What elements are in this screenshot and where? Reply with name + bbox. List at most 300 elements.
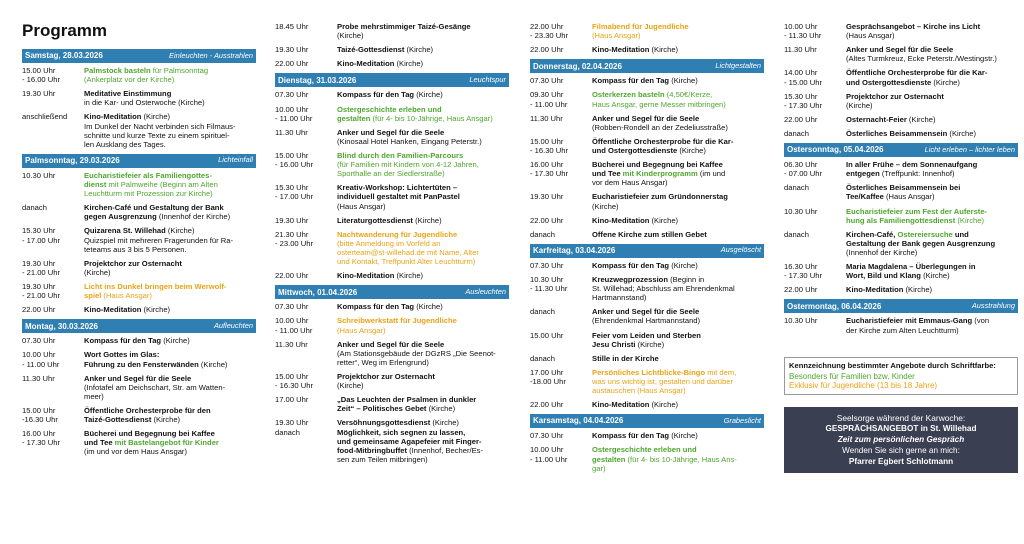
event-title-line bbox=[592, 368, 764, 377]
day-theme: Ausgelöscht bbox=[720, 245, 761, 255]
event-title: Österliches Beisammensein bei Tee/Kaffee bbox=[846, 183, 961, 202]
event-row bbox=[784, 316, 1018, 334]
event-body bbox=[84, 112, 256, 148]
event-time: 15.30 Uhr - 17.00 Uhr bbox=[275, 183, 313, 202]
event-row bbox=[22, 66, 256, 84]
event-title-line bbox=[846, 207, 1018, 225]
event-body bbox=[846, 22, 1018, 40]
event-title: Anker und Segel für die Seele bbox=[337, 127, 445, 137]
event-note-inline: (Kirche) bbox=[649, 45, 679, 55]
event-note-inline: (Kirche) bbox=[947, 128, 977, 138]
event-title-line bbox=[337, 271, 509, 280]
event-time: 22.00 Uhr bbox=[530, 45, 564, 55]
event-time: danach bbox=[784, 183, 809, 193]
event-body bbox=[846, 230, 1018, 257]
event-row bbox=[22, 259, 256, 277]
event-time: 15.30 Uhr - 17.00 Uhr bbox=[22, 226, 60, 245]
legend-families: Besonders für Familien bzw. Kinder bbox=[789, 371, 915, 381]
event-title-line bbox=[846, 45, 1018, 54]
event-note-inline: (Beginn in bbox=[667, 274, 705, 284]
event-title: Eucharistiefeier zum Fest der Auferste- hung als Familiengottesdienst bbox=[846, 206, 988, 225]
event-row bbox=[275, 45, 509, 54]
event-note: (Kirche) bbox=[84, 267, 111, 277]
event-note-inline: (Kirche) bbox=[414, 302, 443, 312]
event-title: Kino-Meditation bbox=[592, 400, 650, 410]
event-title: Versöhnungsgottesdienst bbox=[337, 418, 431, 428]
event-title-line bbox=[592, 331, 764, 349]
event-time: 09.30 Uhr - 11.00 Uhr bbox=[530, 90, 568, 109]
event-body bbox=[592, 445, 764, 472]
event-note: (für Familien mit Kindern von 4-12 Jahren, Sporthalle an der Siedlerstraße) bbox=[337, 160, 479, 179]
event-row bbox=[22, 305, 256, 314]
event-row bbox=[22, 350, 256, 368]
event-title: Projektchor zur Osternacht bbox=[337, 371, 435, 381]
event-note-inline: (Kirche) bbox=[920, 271, 950, 281]
event-title-line bbox=[592, 90, 764, 99]
event-time: 18.45 Uhr bbox=[275, 22, 309, 31]
event-title: Öffentliche Orchesterprobe für die Kar- und Ostergottesdienste bbox=[592, 136, 734, 155]
event-note-inline: (Kirche) bbox=[677, 145, 706, 155]
event-title: Kino-Meditation bbox=[846, 285, 904, 295]
event-title-line bbox=[592, 261, 764, 270]
event-title: „Das Leuchten der Psalmen in dunkler Zeit“ – Politisches Gebet bbox=[337, 395, 477, 414]
event-title-line bbox=[337, 302, 509, 311]
day-date: Montag, 30.03.2026 bbox=[25, 321, 98, 331]
event-note-inline: (Kirche) bbox=[669, 260, 698, 270]
event-title-line bbox=[846, 183, 1018, 201]
event-title-line bbox=[592, 192, 764, 201]
event-title: Literaturgottesdienst bbox=[337, 215, 413, 225]
day-theme: Ausleuchten bbox=[465, 286, 506, 296]
event-row bbox=[784, 262, 1018, 280]
event-note: (Haus Ansgar) bbox=[337, 325, 386, 335]
event-row bbox=[784, 207, 1018, 225]
box-line-5: Pfarrer Egbert Schlotmann bbox=[848, 456, 954, 466]
event-note: (Kirche) bbox=[846, 100, 873, 110]
day-date: Karsamstag, 04.04.2026 bbox=[533, 416, 624, 426]
event-body bbox=[846, 285, 1018, 294]
event-title-line bbox=[84, 226, 256, 235]
event-note-inline: (Kirche) bbox=[141, 112, 171, 122]
event-body bbox=[337, 151, 509, 178]
event-row bbox=[275, 316, 509, 334]
legend-youth: Exklusiv für Jugendliche (13 bis 18 Jahre) bbox=[789, 381, 938, 391]
event-time: 22.00 Uhr bbox=[784, 285, 818, 295]
event-title: Filmabend für Jugendliche bbox=[592, 22, 689, 31]
event-note-inline: (Kirche) bbox=[906, 114, 936, 124]
event-time: 19.30 Uhr bbox=[530, 192, 564, 202]
event-row bbox=[275, 340, 509, 367]
event-family-highlight: mit Bastelangebot für Kinder bbox=[112, 438, 219, 448]
event-title: Ostergeschichte erleben und gestalten bbox=[592, 445, 697, 464]
event-row bbox=[530, 261, 764, 270]
event-title-line bbox=[84, 203, 256, 221]
event-note: (Innenhof der Kirche) bbox=[846, 247, 918, 257]
event-time: 22.00 Uhr - 23.30 Uhr bbox=[530, 22, 568, 41]
event-note: was uns wichtig ist, gestalten und darüber austauschen (Haus Ansgar) bbox=[592, 376, 733, 396]
event-title: Kino-Meditation bbox=[592, 215, 650, 225]
event-title: Eucharistiefeier zum Gründonnerstag bbox=[592, 192, 728, 202]
event-note: (Kirche) bbox=[592, 201, 619, 211]
day-theme: Lichtgestalten bbox=[715, 60, 761, 70]
event-note-inline: (Kirche) bbox=[151, 415, 181, 425]
event-title-line bbox=[592, 400, 764, 409]
event-title-line bbox=[337, 90, 509, 99]
event-title-line bbox=[592, 431, 764, 440]
event-note-inline: (Kirche) bbox=[198, 359, 228, 369]
event-body bbox=[84, 429, 256, 456]
event-time: 16.00 Uhr - 17.30 Uhr bbox=[530, 160, 568, 179]
event-time: 16.30 Uhr - 17.30 Uhr bbox=[784, 262, 822, 281]
event-note: (Haus Ansgar) bbox=[337, 201, 386, 211]
legend-heading: Kennzeichnung bestimmter Angebote durch Schriftfarbe: bbox=[789, 360, 996, 370]
event-time: anschließend bbox=[22, 112, 68, 122]
event-body bbox=[592, 76, 764, 85]
event-body bbox=[84, 89, 256, 107]
event-title-line bbox=[592, 230, 764, 239]
event-row bbox=[530, 22, 764, 40]
event-title-line bbox=[592, 445, 764, 463]
event-title-line bbox=[846, 22, 1018, 31]
event-row bbox=[275, 230, 509, 266]
day-date: Mittwoch, 01.04.2026 bbox=[278, 287, 358, 297]
event-body bbox=[592, 160, 764, 187]
event-title: Kompass für den Tag bbox=[592, 431, 670, 441]
event-title: Kompass für den Tag bbox=[337, 90, 415, 100]
event-time: 19.30 Uhr bbox=[275, 215, 309, 225]
event-row bbox=[22, 429, 256, 456]
event-note: St. Willehad; Abschluss am Ehrendenkmal Hartmannstand) bbox=[592, 284, 735, 303]
event-title-line bbox=[846, 129, 1018, 138]
event-row bbox=[22, 282, 256, 300]
event-note: (Innenhof, Becher/Es- sen zum Teilen mitbringen) bbox=[337, 445, 483, 464]
event-note: (Infotafel am Deichschart, Str. am Watten- meer) bbox=[84, 382, 226, 401]
event-title: Eucharistiefeier mit Emmaus-Gang bbox=[846, 316, 973, 326]
event-note-inline: (Kirche) bbox=[649, 400, 679, 410]
event-time: 10.30 Uhr bbox=[22, 170, 56, 180]
page-title: Programm bbox=[22, 21, 108, 40]
event-row bbox=[530, 192, 764, 210]
day-date: Ostermontag, 06.04.2026 bbox=[787, 301, 882, 311]
event-note: (Kinosaal Hotel Hanken, Eingang Peterstr.) bbox=[337, 136, 482, 146]
event-time: danach bbox=[530, 353, 555, 363]
event-time: 07.30 Uhr bbox=[22, 336, 56, 346]
event-time: 15.00 Uhr - 16.30 Uhr bbox=[275, 371, 313, 391]
day-theme: Licht erleben – lichter leben bbox=[924, 144, 1015, 154]
event-body bbox=[84, 406, 256, 424]
event-title: Eucharistiefeier als Familiengottes- dienst bbox=[84, 170, 212, 189]
event-title: Anker und Segel für die Seele bbox=[337, 339, 445, 349]
event-title-second bbox=[337, 428, 509, 464]
event-row bbox=[784, 129, 1018, 138]
event-time: 19.30 Uhr - 21.00 Uhr bbox=[22, 258, 60, 277]
event-family-highlight: mit Kinderprogramm bbox=[620, 169, 698, 179]
event-row bbox=[275, 22, 509, 40]
event-time: 06.30 Uhr - 07.00 Uhr bbox=[784, 160, 822, 179]
event-body bbox=[84, 350, 256, 368]
day-header bbox=[530, 59, 764, 73]
event-time: 22.00 Uhr bbox=[275, 271, 309, 281]
day-header bbox=[22, 49, 256, 63]
event-body bbox=[592, 354, 764, 363]
event-title-line bbox=[592, 275, 764, 284]
day-header bbox=[22, 319, 256, 333]
event-title: Gesprächsangebot – Kirche ins Licht bbox=[846, 22, 981, 31]
event-title: Blind durch den Familien-Parcours bbox=[337, 150, 464, 160]
event-note-inline: (für 4- bis 10-Jährige, Haus Ansgar) bbox=[370, 113, 493, 123]
event-title: Feier vom Leiden und Sterben Jesu Christi bbox=[592, 330, 701, 349]
event-body bbox=[592, 368, 764, 395]
event-note: (im und vor dem Haus Ansgar) bbox=[84, 447, 187, 457]
event-title: Kirchen-Café und Gestaltung der Bank gegen Ausgrenzung bbox=[84, 203, 224, 222]
event-note-inline: (Kirche) bbox=[669, 76, 698, 86]
event-body bbox=[592, 261, 764, 270]
event-body bbox=[337, 128, 509, 146]
event-row bbox=[22, 89, 256, 107]
event-row bbox=[275, 90, 509, 99]
event-title-rest: und Gestaltung der Bank gegen Ausgrenzung bbox=[846, 229, 996, 248]
event-note-inline: (von bbox=[972, 316, 990, 326]
event-body bbox=[846, 183, 1018, 201]
event-title: Palmstock basteln bbox=[84, 66, 151, 75]
event-title-line bbox=[846, 115, 1018, 124]
event-title: Bücherei und Begegnung bei Kaffee und Tee bbox=[84, 429, 215, 448]
event-body bbox=[592, 192, 764, 210]
event-note: der Kirche zum Alten Leuchtturm) bbox=[846, 325, 959, 335]
event-row bbox=[784, 285, 1018, 294]
event-title-line bbox=[337, 183, 509, 201]
event-title: Kino-Meditation bbox=[84, 305, 142, 315]
event-note-inline: (Treffpunkt: Innenhof) bbox=[879, 169, 955, 179]
event-row bbox=[784, 22, 1018, 40]
event-title-line bbox=[84, 259, 256, 268]
event-note-inline: (Kirche) bbox=[414, 90, 443, 100]
day-header bbox=[22, 154, 256, 168]
event-row bbox=[275, 395, 509, 413]
event-time: 07.30 Uhr bbox=[530, 260, 564, 270]
event-title: Persönliches Lichtblicke-Bingo bbox=[592, 367, 706, 377]
day-header bbox=[275, 285, 509, 299]
event-note: Haus Ansgar, gerne Messer mitbringen) bbox=[592, 99, 726, 109]
event-title: Österliches Beisammensein bbox=[846, 128, 948, 138]
event-row bbox=[275, 216, 509, 225]
day-theme: Lichteinfall bbox=[218, 155, 253, 165]
event-time: 10.00 Uhr - 11.00 Uhr bbox=[530, 445, 568, 464]
event-title: Kreuzwegprozession bbox=[592, 274, 668, 284]
event-title: Wort Gottes im Glas: Führung zu den Fensterwänden bbox=[84, 350, 199, 369]
column-3 bbox=[530, 22, 764, 478]
event-title: Nachtwanderung für Jugendliche bbox=[337, 229, 458, 239]
event-title: Maria Magdalena – Überlegungen in Wort, Bild und Klang bbox=[846, 262, 976, 281]
event-row bbox=[530, 354, 764, 363]
event-row bbox=[784, 160, 1018, 178]
event-body bbox=[337, 105, 509, 123]
event-time: 15.00 Uhr - 16.00 Uhr bbox=[275, 150, 313, 170]
event-time: 10.00 Uhr - 11.30 Uhr bbox=[784, 22, 822, 41]
event-row bbox=[275, 59, 509, 68]
event-note-inline: (Kirche) bbox=[394, 59, 424, 69]
event-row bbox=[530, 114, 764, 132]
event-note-inline: (Kirche) bbox=[635, 339, 665, 349]
event-title-line bbox=[592, 22, 764, 31]
event-title: Kompass für den Tag bbox=[592, 76, 670, 86]
box-line-4: Wenden Sie sich gerne an mich: bbox=[842, 445, 960, 455]
event-time: 11.30 Uhr bbox=[275, 339, 308, 349]
event-row bbox=[275, 151, 509, 178]
event-title-line bbox=[337, 128, 509, 137]
event-note-inline: für Palmsonntag bbox=[150, 66, 209, 75]
event-row bbox=[22, 336, 256, 345]
event-title-line bbox=[84, 336, 256, 345]
event-title-line bbox=[337, 22, 509, 31]
event-note: in die Kar- und Osterwoche (Kirche) bbox=[84, 98, 205, 108]
event-body bbox=[592, 22, 764, 40]
event-title-line bbox=[592, 76, 764, 85]
box-line-2: GESPRÄCHSANGEBOT in St. Willehad bbox=[825, 424, 977, 434]
day-date: Karfreitag, 03.04.2026 bbox=[533, 246, 616, 256]
event-title-line bbox=[337, 340, 509, 349]
event-row bbox=[275, 183, 509, 210]
event-time: 17.00 Uhr bbox=[275, 395, 309, 405]
event-row bbox=[530, 307, 764, 325]
event-note-inline: (Kirche) bbox=[412, 215, 442, 225]
event-body bbox=[84, 171, 256, 198]
event-time: 07.30 Uhr bbox=[530, 431, 564, 441]
event-body bbox=[592, 307, 764, 325]
event-time: 10.00 Uhr - 11.00 Uhr bbox=[22, 350, 60, 369]
event-row bbox=[784, 115, 1018, 124]
event-row bbox=[530, 45, 764, 54]
event-title-line bbox=[846, 92, 1018, 101]
event-time: 22.00 Uhr bbox=[784, 114, 818, 124]
event-body bbox=[337, 271, 509, 280]
day-date: Ostersonntag, 05.04.2026 bbox=[787, 145, 884, 155]
event-title-line bbox=[84, 429, 256, 447]
event-row bbox=[275, 418, 509, 464]
day-theme: Grabeslicht bbox=[723, 415, 761, 425]
event-note: (Am Stationsgebäude der DGzRS „Die Seenot- retter“, Weg im Erlengrund) bbox=[337, 348, 496, 367]
event-time: 19.30 Uhr danach bbox=[275, 418, 309, 437]
event-body bbox=[592, 400, 764, 409]
event-note-inline: (im und bbox=[697, 169, 726, 179]
day-header bbox=[530, 244, 764, 258]
event-time: danach bbox=[530, 229, 555, 239]
event-title-line bbox=[592, 137, 764, 155]
color-legend bbox=[784, 357, 1018, 395]
event-title: Anker und Segel für die Seele bbox=[592, 113, 700, 123]
event-title: Anker und Segel für die Seele bbox=[846, 45, 954, 55]
event-note-inline: (Kirche) bbox=[404, 45, 434, 55]
event-note-inline: (Kirche) bbox=[141, 305, 171, 315]
event-note: Im Dunkel der Nacht verbinden sich Filmaus- schnitte und kurze Texte zu einem spirituel- len Ausklang des Tages. bbox=[84, 121, 236, 149]
event-body bbox=[337, 302, 509, 311]
event-title: Ostergeschichte erleben und gestalten bbox=[337, 104, 442, 123]
event-time: 19.30 Uhr - 21.00 Uhr bbox=[22, 281, 60, 301]
event-title-line bbox=[337, 230, 509, 239]
event-title: Stille in der Kirche bbox=[592, 353, 659, 363]
event-time: 07.30 Uhr bbox=[275, 302, 309, 312]
event-time: 21.30 Uhr - 23.00 Uhr bbox=[275, 229, 313, 248]
event-body bbox=[337, 316, 509, 334]
event-time: 11.30 Uhr bbox=[275, 127, 308, 137]
event-body bbox=[846, 45, 1018, 63]
event-note: (Haus Ansgar) bbox=[846, 31, 895, 41]
event-title-line bbox=[337, 216, 509, 225]
event-time: 10.00 Uhr - 11.00 Uhr bbox=[275, 104, 313, 123]
event-note-inline: (Haus Ansgar) bbox=[883, 192, 935, 202]
event-note-inline: (4,50€/Kerze, bbox=[664, 90, 713, 100]
event-row bbox=[22, 203, 256, 221]
event-title: Kompass für den Tag bbox=[84, 336, 162, 346]
event-time: 11.30 Uhr bbox=[22, 373, 55, 383]
event-title: Projektchor zur Osternacht bbox=[846, 91, 944, 101]
event-note: (Haus Ansgar) bbox=[592, 31, 641, 41]
event-title-line bbox=[337, 418, 509, 427]
event-row bbox=[530, 431, 764, 440]
event-title: Anker und Segel für die Seele bbox=[84, 373, 192, 383]
event-time: 10.30 Uhr bbox=[784, 316, 818, 326]
day-date: Samstag, 28.03.2026 bbox=[25, 51, 103, 61]
event-time: danach bbox=[530, 307, 555, 317]
event-row bbox=[275, 372, 509, 390]
column-2 bbox=[275, 22, 509, 469]
event-note: vor dem Haus Ansgar) bbox=[592, 178, 668, 188]
column-4 bbox=[784, 22, 1018, 473]
event-body bbox=[592, 275, 764, 302]
event-title: Bücherei und Begegnung bei Kaffee und Tee bbox=[592, 160, 723, 179]
event-body bbox=[592, 216, 764, 225]
event-row bbox=[784, 92, 1018, 110]
event-row bbox=[784, 183, 1018, 201]
event-title-line bbox=[846, 316, 1018, 325]
event-body bbox=[337, 230, 509, 266]
event-row bbox=[530, 90, 764, 108]
event-body bbox=[84, 374, 256, 401]
day-theme: Ausstrahlung bbox=[971, 300, 1015, 310]
event-time: 19.30 Uhr bbox=[275, 45, 309, 55]
event-note-inline: (Kirche) bbox=[430, 418, 459, 428]
event-title-line bbox=[337, 151, 509, 160]
day-theme: Aufleuchten bbox=[213, 320, 253, 330]
event-row bbox=[784, 45, 1018, 63]
event-family-highlight: Ostereiersuche bbox=[895, 229, 953, 239]
event-title-line bbox=[592, 216, 764, 225]
event-title-line bbox=[846, 230, 1018, 248]
event-body bbox=[592, 331, 764, 349]
event-title-2: Möglichkeit, sich segnen zu lassen, und gemeinsame Agapefeier mit Finger- food-Mitbringbuffet bbox=[337, 427, 482, 455]
day-date: Donnerstag, 02.04.2026 bbox=[533, 61, 622, 71]
event-title-line bbox=[84, 350, 256, 368]
event-title-line bbox=[337, 316, 509, 325]
day-theme: Einleuchten - Ausstrahlen bbox=[169, 50, 253, 60]
box-line-1: Seelsorge während der Karwoche: bbox=[836, 412, 966, 423]
event-title-line bbox=[84, 66, 256, 75]
event-title: Kino-Meditation bbox=[84, 112, 142, 122]
event-note: Quizspiel mit mehreren Fragerunden für Ra- teteams aus 3 bis 5 Personen. bbox=[84, 235, 233, 254]
event-title: Kreativ-Workshop: Lichtertüten – individuell gestaltet mit PanPastel bbox=[337, 183, 460, 202]
event-title-line bbox=[84, 374, 256, 383]
event-body bbox=[337, 395, 509, 413]
event-note-inline: (Kirche) bbox=[669, 431, 698, 441]
event-title: Kino-Meditation bbox=[592, 45, 650, 55]
event-note-inline: (Kirche) bbox=[165, 226, 195, 236]
event-title: Kino-Meditation bbox=[337, 59, 395, 69]
event-body bbox=[846, 207, 1018, 225]
event-row bbox=[275, 128, 509, 146]
event-title-line bbox=[337, 45, 509, 54]
event-body bbox=[846, 92, 1018, 110]
event-title-line bbox=[592, 307, 764, 316]
